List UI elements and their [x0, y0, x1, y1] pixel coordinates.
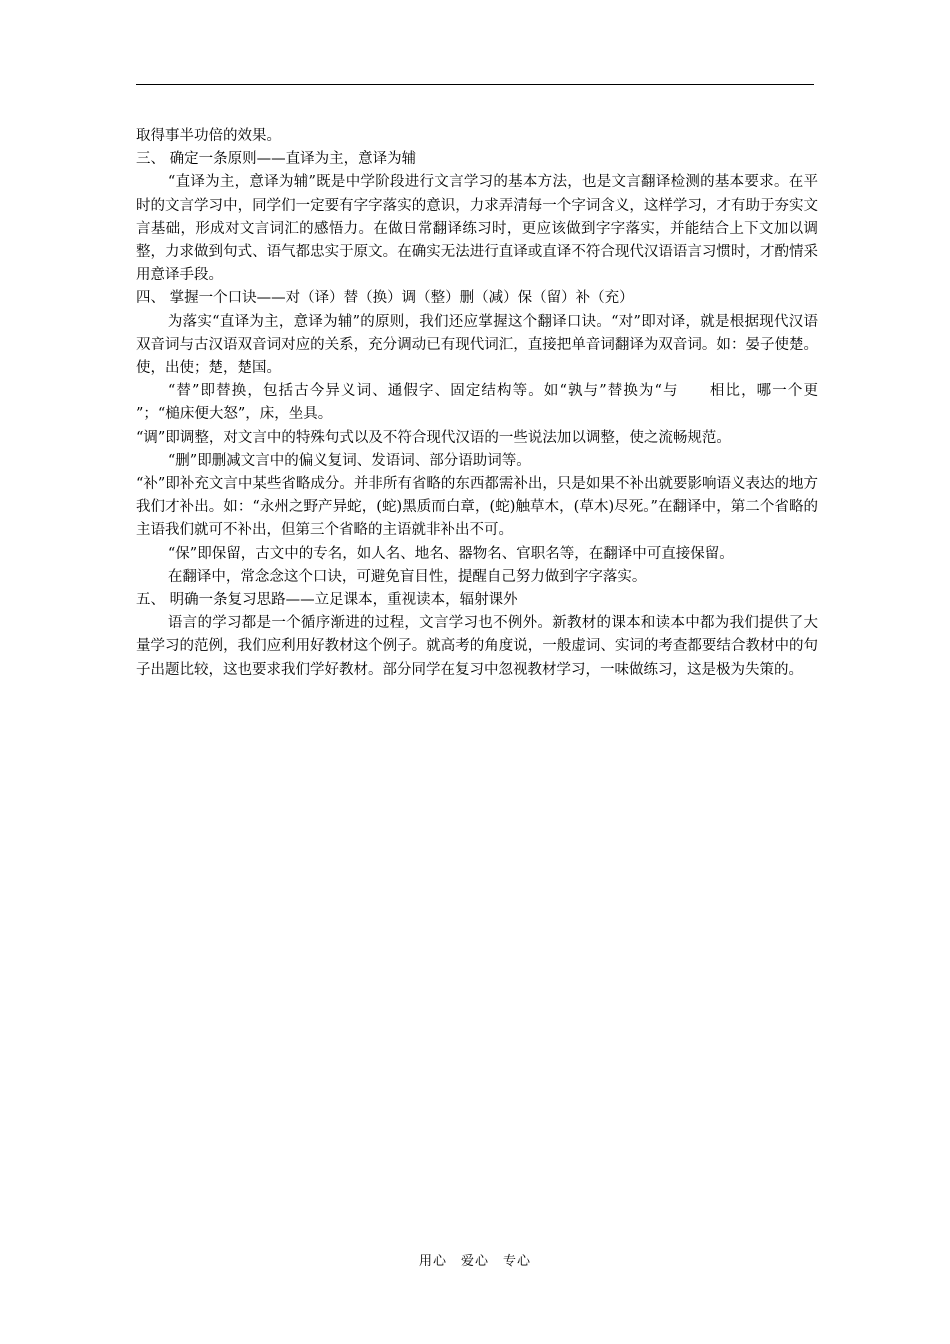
paragraph: 取得事半功倍的效果。 [136, 128, 281, 144]
paragraph: “补”即补充文言中某些省略成分。并非所有省略的东西都需补出，只是如果不补出就要影响语义表达的地方我们才补出。如：“永州之野产异蛇，(蛇)黑质而白章，(蛇)触草木，(草木)尽死。”在翻译中，第二个省略的主语我们就可不补出，但第三个省略的主语就非补出不可。 [136, 476, 818, 539]
paragraph: 为落实“直译为主，意译为辅”的原则，我们还应掌握这个翻译口诀。“对”即对译，就是根据现代汉语双音词与古汉语双音词对应的关系，充分调动已有现代词汇，直接把单音词翻译为双音词。如：晏子使楚。使，出使；楚，楚国。 [136, 313, 818, 377]
paragraph: “删”即删减文言中的偏义复词、发语词、部分语助词等。 [167, 452, 531, 469]
paragraph: 在翻译中，常念念这个口诀，可避免盲目性，提醒自己努力做到字字落实。 [167, 568, 647, 585]
header-rule [136, 84, 814, 85]
paragraph: “保”即保留，古文中的专名，如人名、地名、器物名、官职名等，在翻译中可直接保留。 [167, 545, 734, 562]
paragraph: “直译为主，意译为辅”既是中学阶段进行文言学习的基本方法，也是文言翻译检测的基本要求。在平时的文言学习中，同学们一定要有字字落实的意识，力求弄清每一个字词含义，这样学习，才有助于夯实文言基础，形成对文言词汇的感悟力。在做日常翻译练习时，更应该做到字字落实，并能结合上下文加以调整，力求做到句式、语气都忠实于原文。在确实无法进行直译或直译不符合现代汉语语言习惯时，才酌情采用意译手段。 [136, 174, 818, 284]
paragraph: “调”即调整，对文言中的特殊句式以及不符合现代汉语的一些说法加以调整，使之流畅规范。 [136, 429, 731, 446]
section-heading-3: 三、 确定一条原则——直译为主，意译为辅 [136, 151, 417, 168]
page-footer: 用心 爱心 专心 [418, 1254, 531, 1269]
document-body [136, 125, 847, 682]
section-heading-4: 四、 掌握一个口诀——对（译）替（换）调（整）删（减）保（留）补（充） [136, 290, 634, 307]
paragraph: 语言的学习都是一个循序渐进的过程，文言学习也不例外。新教材的课本和读本中都为我们提供了大量学习的范例，我们应利用好教材这个例子。就高考的角度说，一般虚词、实词的考查都要结合教材中的句子出题比较，这也要求我们学好教材。部分同学在复习中忽视教材学习，一味做练习，这是极为失策的。 [136, 615, 818, 678]
paragraph: “替”即替换，包括古今异义词、通假字、固定结构等。如“孰与”替换为“与 相比，哪一个更 ”；“槌床便大怒”，床，坐具。 [136, 383, 847, 423]
section-heading-5: 五、 明确一条复习思路——立足课本，重视读本，辐射课外 [136, 592, 518, 609]
